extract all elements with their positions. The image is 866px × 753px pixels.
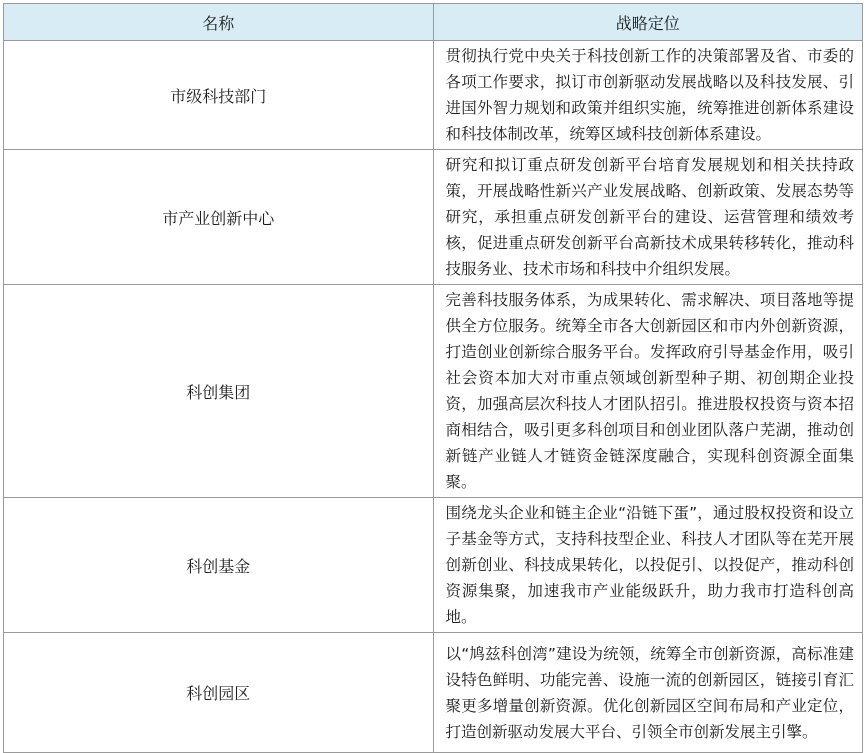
- row-name: 市级科技部门: [4, 41, 434, 150]
- row-name: 科创集团: [4, 285, 434, 498]
- row-position: 贯彻执行党中央关于科技创新工作的决策部署及省、市委的各项工作要求，拟订市创新驱动发展战略以及科技发展、引进国外智力规划和政策并组织实施，统筹推进创新体系建设和科技体制改革，统筹区域科技创新体系建设。: [433, 41, 863, 150]
- row-name: 科创基金: [4, 498, 434, 633]
- table-row: [4, 41, 863, 150]
- table-header-row: [4, 4, 863, 41]
- table-row: [4, 285, 863, 498]
- row-position: 研究和拟订重点研发创新平台培育发展规划和相关扶持政策，开展战略性新兴产业发展战略、创新政策、发展态势等研究，承担重点研发创新平台的建设、运营管理和绩效考核，促进重点研发创新平台高新技术成果转移转化，推动科技服务业、技术市场和科技中介组织发展。: [433, 150, 863, 285]
- strategy-table-container: [3, 3, 863, 741]
- row-name: 科创园区: [4, 633, 434, 753]
- row-position: 围绕龙头企业和链主企业“沿链下蛋”，通过股权投资和设立子基金等方式，支持科技型企业、科技人才团队等在芜开展创新创业、科技成果转化，以投促引、以投促产，推动科创资源集聚，加速我市产业能级跃升，助力我市打造科创高地。: [433, 498, 863, 633]
- table-row: [4, 150, 863, 285]
- strategy-table: [3, 3, 863, 753]
- header-position: 战略定位: [433, 4, 863, 41]
- header-name: 名称: [4, 4, 434, 41]
- table-row: [4, 633, 863, 753]
- table-row: [4, 498, 863, 633]
- row-position: 完善科技服务体系，为成果转化、需求解决、项目落地等提供全方位服务。统筹全市各大创新园区和市内外创新资源，打造创业创新综合服务平台。发挥政府引导基金作用，吸引社会资本加大对市重点领域创新型种子期、初创期企业投资，加强高层次科技人才团队招引。推进股权投资与资本招商相结合，吸引更多科创项目和创业团队落户芜湖，推动创新链产业链人才链资金链深度融合，实现科创资源全面集聚。: [433, 285, 863, 498]
- row-name: 市产业创新中心: [4, 150, 434, 285]
- row-position: 以“鸠兹科创湾”建设为统领，统筹全市创新资源，高标准建设特色鲜明、功能完善、设施一流的创新园区，链接引育汇聚更多增量创新资源。优化创新园区空间布局和产业定位，打造创新驱动发展大平台、引领全市创新发展主引擎。: [433, 633, 863, 753]
